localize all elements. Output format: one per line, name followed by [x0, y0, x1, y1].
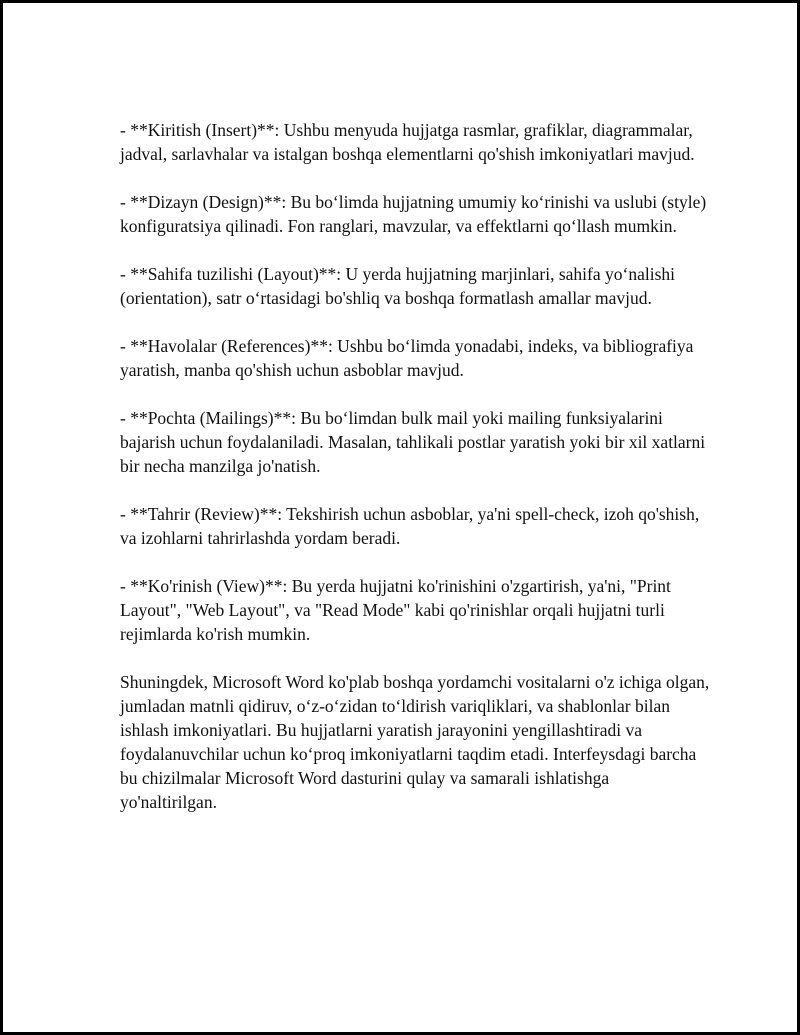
paragraph-insert: - **Kiritish (Insert)**: Ushbu menyuda hujjatga rasmlar, grafiklar, diagrammalar, jadval, sarlavhalar va istalgan boshqa elementlarni qo'shish imkoniyatlari mavjud. [120, 120, 695, 164]
paragraph-references: - **Havolalar (References)**: Ushbu bo‘limda yonadabi, indeks, va bibliografiya yaratish, manba qo'shish uchun asboblar mavjud. [120, 336, 694, 380]
paragraph-design: - **Dizayn (Design)**: Bu bo‘limda hujjatning umumiy ko‘rinishi va uslubi (style) konfiguratsiya qilinadi. Fon ranglari, mavzular, va effektlarni qo‘llash mumkin. [120, 192, 707, 236]
paragraph-review: - **Tahrir (Review)**: Tekshirish uchun asboblar, ya'ni spell-check, izoh qo'shish, va izohlarni tahrirlashda yordam beradi. [120, 504, 700, 548]
paragraph-mailings: - **Pochta (Mailings)**: Bu bo‘limdan bulk mail yoki mailing funksiyalarini bajarish uchun foydalaniladi. Masalan, tahlikali postlar yaratish yoki bir xil xatlarni bir necha manzilga jo'natish. [120, 408, 706, 476]
paragraph-view: - **Ko'rinish (View)**: Bu yerda hujjatni ko'rinishini o'zgartirish, ya'ni, "Print Layout", "Web Layout", va "Read Mode" kabi qo'rinishlar orqali hujjatni turli rejimlarda ko'rish mumkin. [120, 576, 671, 644]
paragraph-layout: - **Sahifa tuzilishi (Layout)**: U yerda hujjatning marjinlari, sahifa yo‘nalishi (orientation), satr o‘rtasidagi bo'shliq va boshqa formatlash amallar mavjud. [120, 264, 676, 308]
document-body [120, 118, 710, 814]
paragraph-summary: Shuningdek, Microsoft Word ko'plab boshqa yordamchi vositalarni o'z ichiga olgan, jumladan matnli qidiruv, o‘z-o‘zidan to‘ldirish variqliklari, va shablonlar bilan ishlash imkoniyatlari. Bu hujjatlarni yaratish jarayonini yengillashtiradi va foydalanuvchilar uchun ko‘proq imkoniyatlarni taqdim etadi. Interfeysdagi barcha bu chizilmalar Microsoft Word dasturini qulay va samarali ishlatishga yo'naltirilgan. [120, 672, 710, 812]
